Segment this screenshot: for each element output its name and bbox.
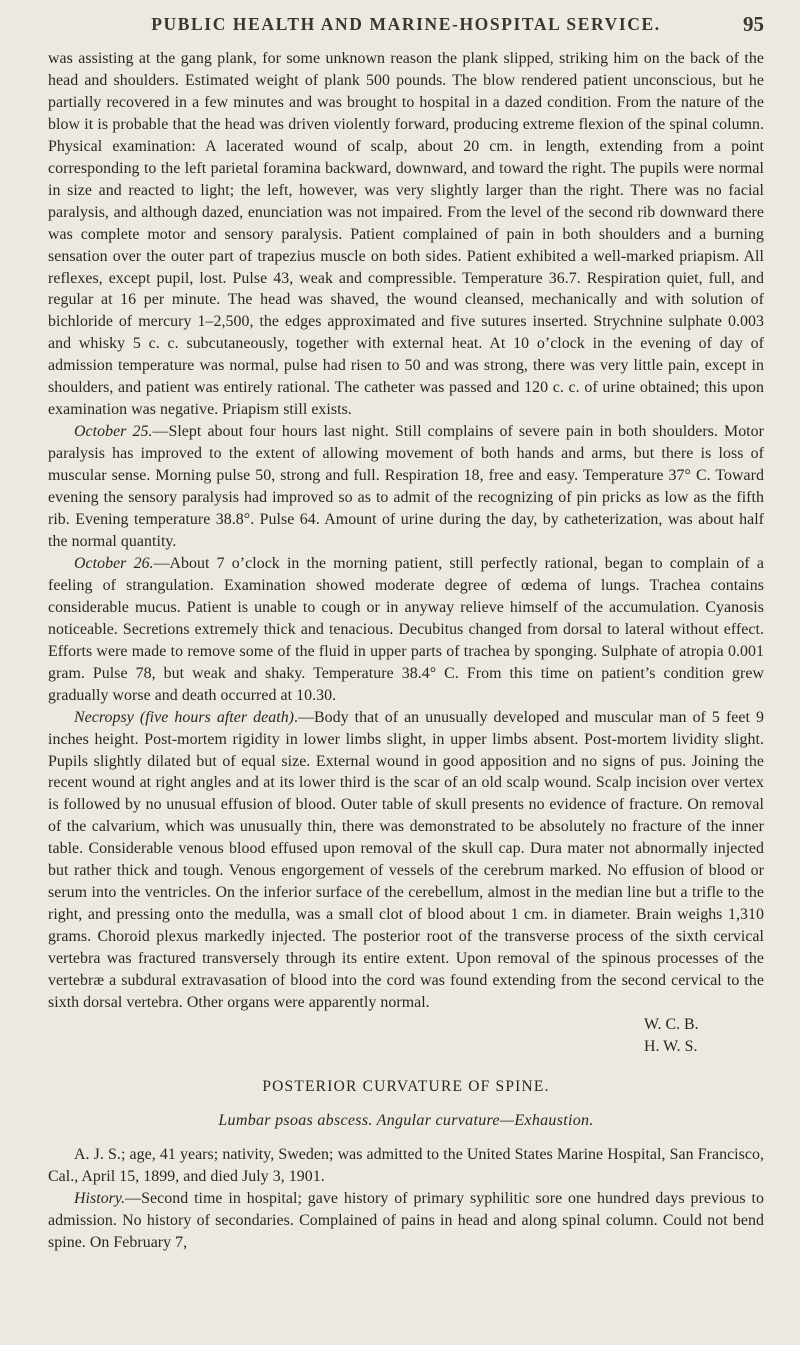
- signature-block: [48, 1014, 764, 1058]
- paragraph-admission-text: was assisting at the gang plank, for some unknown reason the plank slipped, striking him on the back of the head and shoulders. Estimated weight of plank 500 pounds. The blow rendered patient unconscious, but he partially recovered in a few minutes and was brought to hospital in a dazed condition. From the nature of the blow it is probable that the head was driven violently forward, producing extreme flexion of the spinal column. Physical examination: A lacerated wound of scalp, about 20 cm. in length, extending from a point corresponding to the left parietal foramina backward, downward, and toward the right. The pupils were normal in size and reacted to light; the left, however, was very slightly larger than the right. There was no facial paralysis, and although dazed, enunciation was not impaired. From the level of the second rib downward there was complete motor and sensory paralysis. Patient complained of pain in both shoulders and a burning sensation over the outer part of trapezius muscle on both sides. Patient exhibited a well-marked priapism. All reflexes, except pupil, lost. Pulse 43, weak and compressible. Temperature 36.7. Respiration quiet, full, and regular at 16 per minute. The head was shaved, the wound cleansed, mechanically and with solution of bichloride of mercury 1–2,500, the edges approximated and five sutures inserted. Strychnine sulphate 0.003 and whisky 5 c. c. subcutaneously, together with external heat. At 10 o’clock in the evening of day of admission temperature was normal, pulse had risen to 50 and was strong, there was very little pain, except in shoulders, and patient was entirely rational. The catheter was passed and 120 c. c. of urine obtained; this upon examination was negative. Priapism still exists.: [48, 50, 764, 419]
- section-heading: POSTERIOR CURVATURE OF SPINE.: [262, 1077, 550, 1095]
- paragraph-october-25-text: —Slept about four hours last night. Still complains of severe pain in both shoulders. Motor paralysis has improved to the extent of allowing movement of both hands and arms, but there is loss of muscular sense. Morning pulse 50, strong and full. Respiration 18, free and easy. Temperature 37° C. Toward evening the sensory paralysis had improved so as to admit of the recognizing of pin pricks as low as the fifth rib. Evening temperature 38.8°. Pulse 64. Amount of urine during the day, by catheterization, was about half the normal quantity.: [48, 423, 764, 550]
- paragraph-necropsy: [48, 707, 764, 1014]
- running-title: PUBLIC HEALTH AND MARINE-HOSPITAL SERVICE.: [151, 14, 661, 34]
- paragraph-history: [48, 1188, 764, 1254]
- paragraph-patient-details: [48, 1144, 764, 1188]
- paragraph-october-25: [48, 421, 764, 553]
- paragraph-admission: [48, 48, 764, 421]
- section-subheading: Lumbar psoas abscess. Angular curvature—Exhaustion.: [218, 1111, 594, 1129]
- paragraph-history-text: —Second time in hospital; gave history of primary syphilitic sore one hundred days previous to admission. No history of secondaries. Complained of pains in head and along spinal column. Could not bend spine. On February 7,: [48, 1189, 764, 1251]
- page-number: 95: [743, 12, 764, 36]
- running-header: [48, 0, 764, 48]
- second-case: [48, 1144, 764, 1254]
- paragraph-patient-details-text: A. J. S.; age, 41 years; nativity, Sweden; was admitted to the United States Marine Hospital, San Francisco, Cal., April 15, 1899, and died July 3, 1901.: [48, 1145, 764, 1185]
- date-label-oct-26: October 26.: [74, 554, 154, 572]
- case-report: [48, 48, 764, 1058]
- signature-initials-1: W. C. B.: [644, 1015, 699, 1033]
- necropsy-timing: (five hours after death): [139, 708, 295, 726]
- history-label: History.: [74, 1189, 126, 1207]
- date-label-oct-25: October 25.: [74, 423, 153, 441]
- necropsy-label: Necropsy: [74, 708, 134, 726]
- signature-initials-2: H. W. S.: [644, 1037, 698, 1055]
- paragraph-necropsy-text: .—Body that of an unusually developed and muscular man of 5 feet 9 inches height. Post-mortem rigidity in lower limbs slight, in upper limbs absent. Post-mortem lividity slight. Pupils slightly dilated but of equal size. External wound in good apposition and no signs of pus. Joining the recent wound at right angles and at its lower third is the scar of an old scalp wound. Scalp incision over vertex is followed by no unusual effusion of blood. Outer table of skull presents no evidence of fracture. On removal of the calvarium, which was unusually thin, there was demonstrated to be absolutely no fracture of the inner table. Considerable venous blood effused upon removal of the skull cap. Dura mater not abnormally injected but rather thick and tough. Venous engorgement of vessels of the cerebrum marked. No effusion of blood or serum into the ventricles. On the inferior surface of the cerebellum, almost in the median line but a trifle to the right, and pressing onto the medulla, was a small clot of blood about 1 cm. in diameter. Brain weighs 1,310 grams. Choroid plexus markedly injected. The posterior root of the transverse process of the sixth cervical vertebra was fractured transversely through its entire extent. Upon removal of the spinous processes of the vertebræ a subdural extravasation of blood into the cord was found extending from the second cervical to the sixth dorsal vertebra. Other organs were apparently normal.: [48, 708, 764, 1011]
- paragraph-october-26: [48, 553, 764, 707]
- paragraph-october-26-text: —About 7 o’clock in the morning patient, still perfectly rational, began to complain of a feeling of strangulation. Examination showed moderate degree of œdema of lungs. Trachea contains considerable mucus. Patient is unable to cough or in anyway relieve himself of the accumulation. Cyanosis noticeable. Secretions extremely thick and tenacious. Decubitus changed from dorsal to lateral without effect. Efforts were made to remove some of the fluid in upper parts of trachea by sponging. Sulphate of atropia 0.001 gram. Pulse 78, but weak and shaky. Temperature 38.4° C. From this time on patient’s condition grew gradually worse and death occurred at 10.30.: [48, 554, 764, 704]
